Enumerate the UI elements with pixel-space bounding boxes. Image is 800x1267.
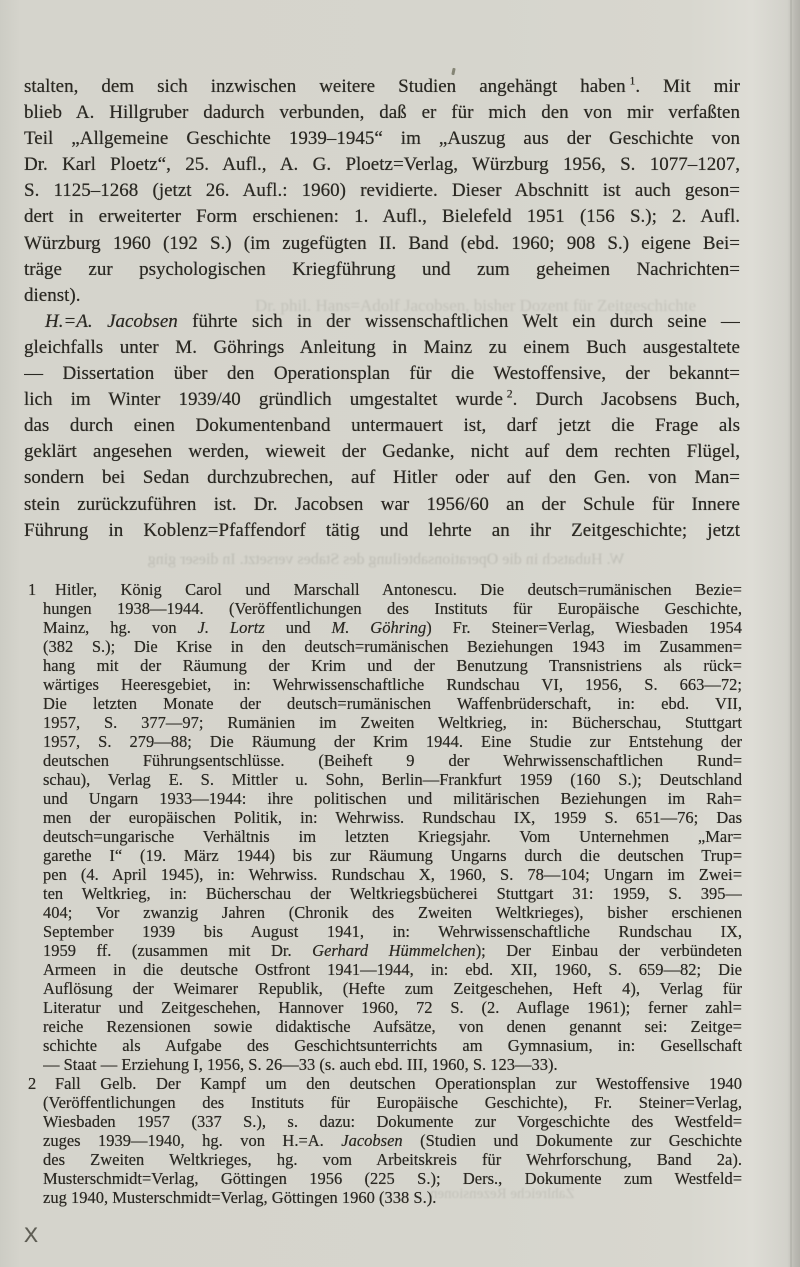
text-segment: garethe I“ (19. März 1944) bis zur Räumung Ungarns durch die deutschen Trup= xyxy=(43,846,742,865)
text-segment: lich im Winter 1939/40 gründlich umgestaltet wurde xyxy=(24,389,507,411)
text-segment: Wiesbaden 1957 (337 S.), s. dazu: Dokumente zur Vorgeschichte des Westfeld= xyxy=(43,1112,742,1131)
text-line xyxy=(43,713,742,732)
text-line xyxy=(24,335,740,361)
text-segment: ten Weltkrieg, in: Bücherschau der Weltkriegsbücherei Stuttgart 31: 1959, S. 395— xyxy=(43,884,742,903)
text-segment: Musterschmidt=Verlag, Göttingen 1956 (225 S.); Ders., Dokumente zum Westfeld= xyxy=(43,1169,742,1188)
text-line xyxy=(43,637,742,656)
text-line xyxy=(24,231,740,257)
text-line xyxy=(24,413,740,439)
footnote-reference: 2 xyxy=(506,387,513,401)
text-segment: 1957, S. 279—88; Die Räumung der Krim 1944. Eine Studie zur Entstehung der xyxy=(43,732,742,751)
paragraph-continuation xyxy=(24,74,740,309)
text-line xyxy=(43,998,742,1017)
text-line xyxy=(43,1112,742,1131)
footnote-text xyxy=(43,580,742,1074)
text-line xyxy=(43,1074,742,1093)
ghost-showthrough-text: Dr. phil. Hans=Adolf Jacobsen, bisher Dozent für Zeitgeschichte xyxy=(255,296,697,315)
text-segment: (Studien und Dokumente zur Geschichte xyxy=(402,1131,742,1150)
text-segment: H.=A. Jacobsen xyxy=(45,310,178,332)
text-segment: pen (4. April 1945), in: Wehrwiss. Rundschau X, 1960, S. 78—104; Ungarn im Zwei= xyxy=(43,865,742,884)
text-line xyxy=(43,599,742,618)
text-segment: (382 S.); Die Krise in den deutsch=rumänischen Beziehungen 1943 im Zusammen= xyxy=(43,637,742,656)
text-line xyxy=(24,439,740,465)
text-segment: Jacobsen xyxy=(341,1131,403,1150)
text-segment: und Ungarn 1933—1944: ihre politischen und militärischen Beziehungen im Rah= xyxy=(43,789,742,808)
text-segment: schau), Verlag E. S. Mittler u. Sohn, Berlin—Frankfurt 1959 (160 S.); Deutschland xyxy=(43,770,742,789)
text-segment: Mainz, hg. von xyxy=(43,618,198,637)
text-segment: geklärt angesehen werden, wieweit der Gedanke, nicht auf dem rechten Flügel, xyxy=(24,441,740,463)
text-segment: deutsch=ungarische Verhältnis im letzten Kriegsjahr. Vom Unternehmen „Mar= xyxy=(43,827,742,846)
text-line xyxy=(43,1169,742,1188)
footnote-number: 2 xyxy=(28,1074,37,1093)
text-line xyxy=(43,732,742,751)
text-segment: ); Der Einbau der verbündeten xyxy=(475,941,742,960)
text-line xyxy=(43,1093,742,1112)
text-line xyxy=(43,1131,742,1150)
text-line xyxy=(43,884,742,903)
text-line xyxy=(24,283,740,309)
text-line xyxy=(24,100,740,126)
text-line xyxy=(43,1150,742,1169)
text-segment: S. 1125–1268 (jetzt 26. Aufl.: 1960) revidierte. Dieser Abschnitt ist auch geson= xyxy=(24,180,740,202)
text-line xyxy=(43,865,742,884)
text-segment: Führung in Koblenz=Pfaffendorf tätig und lehrte an ihr Zeitgeschichte; jetzt xyxy=(24,519,740,541)
text-line xyxy=(43,922,742,941)
text-line xyxy=(43,1188,742,1207)
text-line xyxy=(24,465,740,491)
page-number: X xyxy=(24,1224,39,1247)
text-line xyxy=(43,618,742,637)
main-text-block xyxy=(24,74,740,544)
text-line xyxy=(24,309,740,335)
text-segment: träge zur psychologischen Kriegführung und zum geheimen Nachrichten= xyxy=(24,258,740,280)
text-segment: men der europäischen Politik, in: Wehrwiss. Rundschau IX, 1959 S. 651—76; Das xyxy=(43,808,742,827)
text-segment: — Staat — Erziehung I, 1956, S. 26—33 (s. auch ebd. III, 1960, S. 123—33). xyxy=(43,1055,558,1074)
text-line xyxy=(43,808,742,827)
text-line xyxy=(24,204,740,230)
text-line xyxy=(43,789,742,808)
footnote-2 xyxy=(24,1074,742,1207)
text-segment: das durch einen Dokumentenband untermauert ist, darf jetzt die Frage als xyxy=(24,415,740,437)
text-segment: führte sich in der wissenschaftlichen Welt ein durch seine — xyxy=(177,310,740,332)
text-line xyxy=(24,361,740,387)
text-segment: ) Fr. Steiner=Verlag, Wiesbaden 1954 xyxy=(426,618,742,637)
text-segment: und xyxy=(264,618,332,637)
text-segment: . Durch Jacobsens Buch, xyxy=(512,389,740,411)
text-line xyxy=(24,518,740,544)
text-line xyxy=(43,941,742,960)
text-line xyxy=(43,1036,742,1055)
text-segment: M. Göhring xyxy=(331,618,427,637)
text-segment: zuges 1939—1940, hg. von H.=A. xyxy=(43,1131,342,1150)
text-line xyxy=(24,74,740,100)
footnotes-block xyxy=(24,580,742,1207)
text-segment: Fall Gelb. Der Kampf um den deutschen Operationsplan zur Westoffensive 1940 xyxy=(55,1074,742,1093)
text-line xyxy=(43,846,742,865)
paragraph-jacobsen xyxy=(24,309,740,544)
text-segment: Die letzten Monate der deutsch=rumänischen Waffenbrüderschaft, in: ebd. VII, xyxy=(43,694,742,713)
text-segment: 404; Vor zwanzig Jahren (Chronik des Zweiten Weltkrieges), bisher erschienen xyxy=(43,903,742,922)
text-segment: sondern bei Sedan durchzubrechen, auf Hitler oder auf den Gen. von Man= xyxy=(24,467,740,489)
footnote-text xyxy=(43,1074,742,1207)
text-line xyxy=(24,152,740,178)
text-segment: J. Lortz xyxy=(197,618,265,637)
text-segment: (Veröffentlichungen des Instituts für Europäische Geschichte), Fr. Steiner=Verlag, xyxy=(43,1093,742,1112)
text-line xyxy=(24,387,740,413)
footnote-1 xyxy=(24,580,742,1074)
text-segment: Hitler, König Carol und Marschall Antonescu. Die deutsch=rumänischen Bezie= xyxy=(55,580,742,599)
text-segment: 1957, S. 377—97; Rumänien im Zweiten Weltkrieg, in: Bücherschau, Stuttgart xyxy=(43,713,742,732)
scan-page-edge xyxy=(790,0,792,1267)
text-line xyxy=(43,960,742,979)
text-segment: Dr. Karl Ploetz“, 25. Aufl., A. G. Ploetz=Verlag, Würzburg 1956, S. 1077–1207, xyxy=(24,154,740,176)
footnote-reference: 1 xyxy=(629,74,636,88)
text-line xyxy=(24,257,740,283)
text-segment: hungen 1938—1944. (Veröffentlichungen des Instituts für Europäische Geschichte, xyxy=(43,599,742,618)
text-line xyxy=(43,903,742,922)
text-line xyxy=(43,770,742,789)
text-segment: Armeen in die deutsche Ostfront 1941—1944, in: ebd. XII, 1960, S. 659—82; Die xyxy=(43,960,742,979)
text-segment: wärtiges Heeresgebiet, in: Wehrwissenschaftliche Rundschau VI, 1956, S. 663—72; xyxy=(43,675,742,694)
text-line xyxy=(43,656,742,675)
text-line xyxy=(43,675,742,694)
text-segment: . Mit mir xyxy=(635,76,740,97)
text-line xyxy=(43,979,742,998)
text-segment: gleichfalls unter M. Göhrings Anleitung in Mainz zu einem Buch ausgestaltete xyxy=(24,336,740,358)
text-segment: September 1939 bis August 1941, in: Wehrwissenschaftliche Rundschau IX, xyxy=(43,922,742,941)
text-line xyxy=(43,694,742,713)
text-segment: — Dissertation über den Operationsplan für die Westoffensive, der bekannt= xyxy=(24,363,740,385)
text-segment: des Zweiten Weltkrieges, hg. vom Arbeitskreis für Wehrforschung, Band 2a). xyxy=(43,1150,742,1169)
text-segment: Literatur und Zeitgeschehen, Hannover 1960, 72 S. (2. Auflage 1961); ferner zahl= xyxy=(43,998,742,1017)
text-segment: Teil „Allgemeine Geschichte 1939–1945“ im „Auszug aus der Geschichte von xyxy=(24,128,740,150)
text-segment: stalten, dem sich inzwischen weitere Studien angehängt haben xyxy=(24,76,630,97)
text-line xyxy=(24,178,740,204)
ghost-showthrough-text: W. Hubatsch in die Operationsabteilung des Stabes versetzt. In dieser ging xyxy=(147,551,625,568)
text-segment: 1959 ff. (zusammen mit Dr. xyxy=(43,941,313,960)
text-segment: deutschen Führungsentschlüsse. (Beiheft 9 der Wehrwissenschaftlichen Rund= xyxy=(43,751,742,770)
text-segment: hang mit der Räumung der Krim und der Benutzung Transnistriens als rück= xyxy=(43,656,742,675)
text-segment: schichte als Aufgabe des Geschichtsunterrichts am Gymnasium, in: Gesellschaft xyxy=(43,1036,742,1055)
ghost-showthrough-text: Zahlreiche Rezensionen xyxy=(430,1186,575,1202)
footnote-number: 1 xyxy=(28,580,37,599)
text-line xyxy=(24,492,740,518)
text-line xyxy=(43,580,742,599)
text-segment: Würzburg 1960 (192 S.) (im zugefügten II. Band (ebd. 1960; 908 S.) eigene Bei= xyxy=(24,232,740,254)
text-segment: Auflösung der Weimarer Republik, (Hefte zum Zeitgeschehen, Heft 4), Verlag für xyxy=(43,979,742,998)
text-segment: reiche Rezensionen sowie didaktische Aufsätze, von denen genannt sei: Zeitge= xyxy=(43,1017,742,1036)
text-segment: Gerhard Hümmelchen xyxy=(312,941,476,960)
text-segment: dienst). xyxy=(24,284,81,306)
text-line xyxy=(43,827,742,846)
text-segment: dert in erweiterter Form erschienen: 1. Aufl., Bielefeld 1951 (156 S.); 2. Aufl. xyxy=(24,206,740,228)
text-segment: blieb A. Hillgruber dadurch verbunden, daß er für mich den von mir verfaßten xyxy=(24,102,740,124)
text-line xyxy=(43,751,742,770)
text-line xyxy=(43,1055,742,1074)
text-line xyxy=(24,126,740,152)
text-segment: zug 1940, Musterschmidt=Verlag, Göttingen 1960 (338 S.). xyxy=(43,1188,437,1207)
text-segment: stein zurückzuführen ist. Dr. Jacobsen war 1956/60 an der Schule für Innere xyxy=(24,493,740,515)
text-line xyxy=(43,1017,742,1036)
